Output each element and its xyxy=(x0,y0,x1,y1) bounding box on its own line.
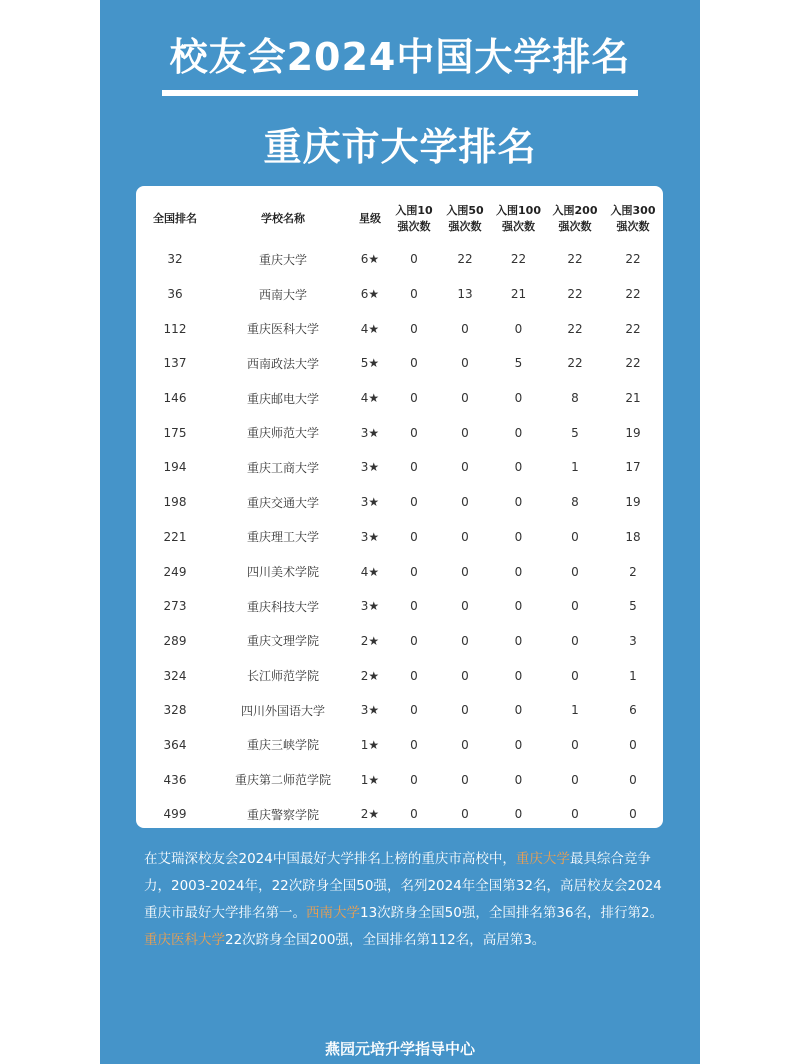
table-cell: 5 xyxy=(514,356,523,371)
table-cell: 3★ xyxy=(360,529,380,544)
table-cell: 0 xyxy=(461,460,469,475)
table-cell: 重庆文理学院 xyxy=(246,634,319,649)
table-row xyxy=(136,346,663,381)
table-cell: 0 xyxy=(461,321,469,336)
table-cell: 19 xyxy=(625,495,641,510)
table-cell: 6 xyxy=(629,703,637,718)
table-cell: 0 xyxy=(410,668,418,683)
table-cell: 0 xyxy=(410,287,418,302)
table-cell: 0 xyxy=(461,425,469,440)
table-cell: 17 xyxy=(625,460,641,475)
table-cell: 21 xyxy=(510,287,527,302)
table-cell: 长江师范学院 xyxy=(246,669,319,684)
table-row xyxy=(136,415,663,450)
table-cell: 1 xyxy=(571,703,579,718)
table-row xyxy=(136,624,663,659)
table-cell: 1★ xyxy=(360,737,380,752)
table-cell: 0 xyxy=(461,529,469,544)
table-cell: 0 xyxy=(571,529,579,544)
table-cell: 364 xyxy=(163,737,187,752)
poster xyxy=(100,0,700,1064)
table-cell: 0 xyxy=(410,599,418,614)
title-divider xyxy=(162,90,638,96)
table-cell: 112 xyxy=(163,321,187,336)
table-cell: 西南大学 xyxy=(258,287,307,302)
table-cell: 0 xyxy=(514,633,523,648)
table-cell: 4★ xyxy=(360,564,380,579)
table-cell: 2★ xyxy=(360,807,380,822)
header-top200: 入围200 强次数 xyxy=(552,204,598,233)
table-cell: 重庆医科大学 xyxy=(246,322,319,337)
table-row xyxy=(136,450,663,485)
table-cell: 0 xyxy=(461,599,469,614)
table-cell: 22 xyxy=(567,287,583,302)
table-cell: 6★ xyxy=(360,287,380,302)
table-cell: 6★ xyxy=(360,252,380,267)
table-cell: 4★ xyxy=(360,391,380,406)
table-cell: 3★ xyxy=(360,460,380,475)
table-cell: 0 xyxy=(571,807,579,822)
table-cell: 19 xyxy=(625,425,641,440)
desc-text-4: 22次跻身全国200强，全国排名第112名，高居第3。 xyxy=(225,932,546,948)
table-cell: 4★ xyxy=(360,321,380,336)
table-cell: 0 xyxy=(514,807,523,822)
table-cell: 249 xyxy=(163,564,187,579)
table-cell: 0 xyxy=(571,737,579,752)
table-row xyxy=(136,554,663,589)
header-national-rank: 全国排名 xyxy=(153,212,197,225)
table-cell: 重庆理工大学 xyxy=(246,530,319,545)
table-cell: 0 xyxy=(410,391,418,406)
table-cell: 0 xyxy=(514,460,523,475)
table-cell: 0 xyxy=(461,633,469,648)
desc-text-1: 在艾瑞深校友会2024中国最好大学排名上榜的重庆市高校中， xyxy=(144,851,516,867)
desc-text-3: 13次跻身全国50强，全国排名第36名，排行第2。 xyxy=(360,905,664,921)
description xyxy=(144,846,664,954)
table-cell: 重庆交通大学 xyxy=(246,495,319,510)
table-cell: 0 xyxy=(410,737,418,752)
table-cell: 22 xyxy=(567,252,583,267)
table-cell: 重庆科技大学 xyxy=(246,599,319,614)
page-title: 校友会2024中国大学排名 xyxy=(169,35,631,79)
footer-org: 燕园元培升学指导中心 xyxy=(324,1040,475,1058)
ranking-card xyxy=(136,186,663,828)
table-cell: 重庆师范大学 xyxy=(246,426,319,441)
table-cell: 0 xyxy=(410,460,418,475)
table-row xyxy=(136,797,663,832)
table-cell: 2★ xyxy=(360,633,380,648)
table-cell: 0 xyxy=(629,737,637,752)
table-cell: 21 xyxy=(625,391,641,406)
table-row xyxy=(136,520,663,555)
table-cell: 0 xyxy=(571,599,579,614)
table-row xyxy=(136,728,663,763)
table-cell: 18 xyxy=(625,529,641,544)
table-cell: 0 xyxy=(410,252,418,267)
table-cell: 146 xyxy=(163,391,187,406)
table-cell: 0 xyxy=(410,356,418,371)
table-cell: 5★ xyxy=(360,356,380,371)
table-cell: 2★ xyxy=(360,668,380,683)
desc-text-2: 最具综合竞争力，2003-2024年，22次跻身全国50强，名列2024年全国第32名，高居校友会2024重庆市最好大学排名第一。 xyxy=(144,851,662,921)
table-cell: 0 xyxy=(410,807,418,822)
table-cell: 0 xyxy=(410,633,418,648)
table-cell: 1 xyxy=(629,668,637,683)
highlight-cqmu: 重庆医科大学 xyxy=(144,932,225,948)
table-cell: 499 xyxy=(163,807,187,822)
table-cell: 0 xyxy=(514,703,523,718)
table-cell: 175 xyxy=(163,425,187,440)
table-cell: 8 xyxy=(571,391,579,406)
table-cell: 重庆大学 xyxy=(258,252,307,267)
table-cell: 0 xyxy=(461,495,469,510)
table-cell: 1 xyxy=(571,460,579,475)
table-cell: 3★ xyxy=(360,425,380,440)
table-cell: 3★ xyxy=(360,599,380,614)
table-cell: 1★ xyxy=(360,772,380,787)
table-cell: 重庆第二师范学院 xyxy=(234,773,331,788)
table-cell: 0 xyxy=(461,356,469,371)
table-cell: 3 xyxy=(629,633,637,648)
table-cell: 22 xyxy=(457,252,473,267)
table-cell: 22 xyxy=(567,356,583,371)
table-cell: 0 xyxy=(514,772,523,787)
table-cell: 0 xyxy=(514,321,523,336)
table-cell: 221 xyxy=(163,529,187,544)
table-cell: 0 xyxy=(461,391,469,406)
table-cell: 0 xyxy=(571,668,579,683)
header-top10: 入围10 强次数 xyxy=(395,204,433,233)
table-cell: 0 xyxy=(461,737,469,752)
table-cell: 137 xyxy=(163,356,187,371)
table-cell: 0 xyxy=(461,772,469,787)
highlight-swu: 西南大学 xyxy=(306,905,360,921)
table-cell: 36 xyxy=(167,287,183,302)
table-cell: 0 xyxy=(410,703,418,718)
table-cell: 22 xyxy=(625,321,641,336)
table-cell: 0 xyxy=(461,703,469,718)
table-cell: 0 xyxy=(461,807,469,822)
table-cell: 0 xyxy=(410,495,418,510)
table-cell: 重庆警察学院 xyxy=(246,807,319,822)
table-cell: 0 xyxy=(461,668,469,683)
table-cell: 0 xyxy=(571,564,579,579)
table-row xyxy=(136,381,663,416)
table-cell: 0 xyxy=(629,807,637,822)
table-cell: 289 xyxy=(163,633,187,648)
table-cell: 198 xyxy=(163,495,187,510)
table-cell: 22 xyxy=(510,252,527,267)
table-cell: 324 xyxy=(163,668,187,683)
table-body xyxy=(136,242,663,832)
table-cell: 0 xyxy=(514,668,523,683)
table-cell: 436 xyxy=(163,772,187,787)
table-cell: 22 xyxy=(625,356,641,371)
header-top100: 入围100 强次数 xyxy=(496,204,541,233)
table-cell: 重庆工商大学 xyxy=(246,460,319,475)
table-cell: 重庆邮电大学 xyxy=(246,391,319,406)
table-cell: 0 xyxy=(410,564,418,579)
table-cell: 0 xyxy=(514,529,523,544)
table-cell: 重庆三峡学院 xyxy=(246,738,319,753)
table-row xyxy=(136,762,663,797)
table-row xyxy=(136,658,663,693)
table-row xyxy=(136,311,663,346)
table-cell: 0 xyxy=(514,599,523,614)
table-row xyxy=(136,589,663,624)
table-cell: 0 xyxy=(410,425,418,440)
table-cell: 0 xyxy=(514,737,523,752)
table-row xyxy=(136,277,663,312)
table-cell: 22 xyxy=(567,321,583,336)
header-school-name: 学校名称 xyxy=(261,212,305,225)
table-cell: 5 xyxy=(629,599,637,614)
table-cell: 0 xyxy=(410,772,418,787)
table-cell: 328 xyxy=(163,703,187,718)
table-cell: 0 xyxy=(410,321,418,336)
table-cell: 0 xyxy=(410,529,418,544)
table-cell: 32 xyxy=(167,252,183,267)
header-star-level: 星级 xyxy=(359,212,381,225)
table-cell: 0 xyxy=(514,425,523,440)
table-cell: 2 xyxy=(629,564,637,579)
table-cell: 0 xyxy=(571,633,579,648)
table-cell: 0 xyxy=(571,772,579,787)
page-subtitle: 重庆市大学排名 xyxy=(263,125,537,169)
table-cell: 3★ xyxy=(360,703,380,718)
table-cell: 194 xyxy=(163,460,187,475)
table-cell: 273 xyxy=(163,599,187,614)
table-cell: 0 xyxy=(629,772,637,787)
header-top50: 入围50 强次数 xyxy=(446,204,484,233)
table-cell: 四川外国语大学 xyxy=(240,703,325,718)
table-cell: 0 xyxy=(514,391,523,406)
table-header-row xyxy=(136,196,663,242)
table-cell: 5 xyxy=(571,425,579,440)
table-cell: 3★ xyxy=(360,495,380,510)
highlight-cqu: 重庆大学 xyxy=(515,851,570,867)
table-cell: 0 xyxy=(461,564,469,579)
table-cell: 13 xyxy=(457,287,473,302)
table-cell: 22 xyxy=(625,252,641,267)
ranking-table xyxy=(136,196,663,832)
header-top300: 入围300 强次数 xyxy=(610,204,656,233)
table-cell: 22 xyxy=(625,287,641,302)
table-cell: 8 xyxy=(571,495,579,510)
table-cell: 西南政法大学 xyxy=(246,356,319,371)
table-row xyxy=(136,242,663,277)
table-cell: 四川美术学院 xyxy=(246,565,319,580)
table-cell: 0 xyxy=(514,564,523,579)
table-row xyxy=(136,693,663,728)
table-cell: 0 xyxy=(514,495,523,510)
table-row xyxy=(136,485,663,520)
